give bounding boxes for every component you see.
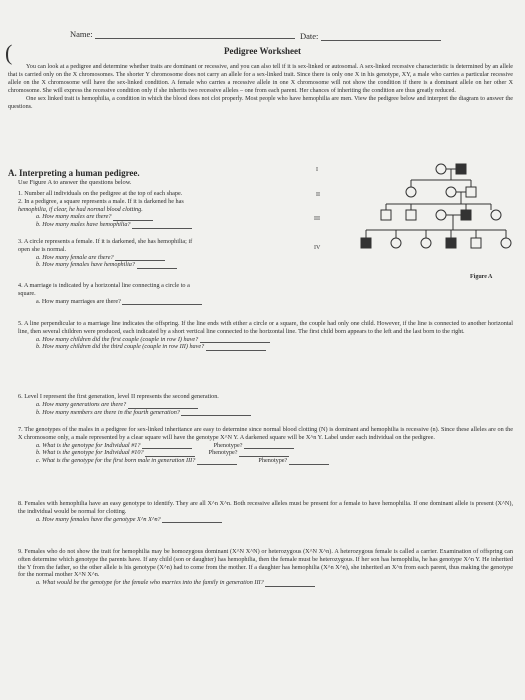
intro-paragraph-2: One sex linked trait is hemophilia, a condition in which the blood does not clot properly. Most people who have hemophilia are men. View the pedigree below and interpret the diagram to answer the questions. xyxy=(8,95,513,110)
q7a-text: a. What is the genotype for Individual #1? xyxy=(36,441,141,449)
q3b-text: b. How many females have hemophilia? xyxy=(36,261,135,269)
q9-text: 9. Females who do not show the trait for hemophilia may be homozygous dominant (X^N X^N) or heterozygous (X^N X^n). A heterozygous female is called a carrier. Examination of offspring can often determine which genotype the parents have. If any child (son or daughter) has hemophilia, then the female must be heterozygous. If her son has hemophilia, he has genotype X^n Y. He inherited the Y from the father, so the other allele is his genotype (X^n) had to come from the mother. If a daughter has hemophilia (X^n X^n), she inherited an X^n from each parent, thus making the genotype for the normal mother X^N X^n. xyxy=(18,548,513,579)
gen-4-individuals xyxy=(361,238,511,248)
q7-text: 7. The genotypes of the males in a pedigree for sex-linked inheritance are easy to determine since normal blood clotting (N) is dominant and hemophilia is recessive (n). Since these alleles are on the X chromosome only, a male represented by a clear square will have the genotype X^N Y. A darkened square will be X^n Y. Label under each individual on the pedigree. xyxy=(18,426,513,441)
gen-4-female-3 xyxy=(501,238,511,248)
question-4 xyxy=(18,282,318,305)
q2b-answer-blank[interactable] xyxy=(132,222,192,229)
q3a-answer-blank[interactable] xyxy=(115,254,165,261)
q5a-answer-blank[interactable] xyxy=(200,336,270,343)
q3b-answer-blank[interactable] xyxy=(137,262,177,269)
page-title: Pedigree Worksheet xyxy=(224,46,301,56)
gen-4-male xyxy=(471,238,481,248)
hole-punch-mark: ( xyxy=(5,40,13,65)
question-1-2 xyxy=(18,190,298,229)
q7a-phenotype-label: Phenotype? xyxy=(213,441,243,449)
q5b-answer-blank[interactable] xyxy=(206,344,266,351)
q1-line-3: hemophilia, if clear, he had normal blood clotting. xyxy=(18,205,143,213)
q7a-genotype-blank[interactable] xyxy=(142,442,192,449)
q7b-phenotype-blank[interactable] xyxy=(239,450,289,457)
generation-label-i: I xyxy=(316,167,318,173)
q5b-text: b. How many children did the third couple (couple in row III) have? xyxy=(36,343,205,351)
q7a-phenotype-blank[interactable] xyxy=(244,442,294,449)
q6-text: 6. Level I represent the first generation, level II represents the second generation. xyxy=(18,393,219,400)
name-field[interactable] xyxy=(70,29,295,39)
q7b-phenotype-label: Phenotype? xyxy=(208,449,238,457)
question-7 xyxy=(18,426,513,465)
q9a-answer-blank[interactable] xyxy=(265,580,315,587)
q6a-text: a. How many generations are there? xyxy=(36,400,127,408)
q9a-text: a. What would be the genotype for the female who marries into the family in generation III? xyxy=(36,579,264,587)
generation-label-iv: IV xyxy=(314,245,321,251)
question-6 xyxy=(18,393,513,416)
q8-text: 8. Females with hemophilia have an easy genotype to identify. They are all X^n X^n. Both recessive alleles must be present for a female to have hemophilia. If one dominant allele is present (X^N), the individual would be normal for clotting. xyxy=(18,500,513,515)
q2a-answer-blank[interactable] xyxy=(113,214,153,221)
q8a-answer-blank[interactable] xyxy=(162,516,222,523)
q5a-text: a. How many children did the first couple (couple in row I) have? xyxy=(36,335,199,343)
section-a-subheading: Use Figure A to answer the questions below. xyxy=(18,179,132,186)
q1-line-1: 1. Number all individuals on the pedigree at the top of each shape. xyxy=(18,190,183,197)
q6b-text: b. How many members are there in the fourth generation? xyxy=(36,408,180,416)
generation-label-iii: III xyxy=(314,216,320,222)
name-blank[interactable] xyxy=(95,30,295,39)
intro-paragraph-1: You can look at a pedigree and determine whether traits are dominant or recessive, and you can also tell if it is sex-linked or autosomal. A sex-linked recessive characteristic is determined by an allele that is carried only on the X chromosomes. The shorter Y chromosome does not carry an allele for a sex-linked trait. Since there is only one X in his genotype, XY, a male who carries a particular recessive allele on the X chromosome will have the sex-linked condition. A female who carries a recessive allele in one X chromosome will not show the condition if there is a dominant allele on her other X chromosome. She will express the recessive condition only if she inherits two recessive alleles – one from each parent. Her chances of inheriting the condition are thus greatly reduced. xyxy=(8,64,513,94)
gen-4-female-2 xyxy=(421,238,431,248)
q3-line-1: 3. A circle represents a female. If it is darkened, she has hemophilia; if xyxy=(18,238,193,245)
gen-3-male-2 xyxy=(406,210,416,220)
q4-line-1: 4. A marriage is indicated by a horizontal line connecting a circle to a xyxy=(18,282,190,289)
gen-4-female-1 xyxy=(391,238,401,248)
date-blank[interactable] xyxy=(321,32,441,41)
question-8 xyxy=(18,500,513,523)
section-a-heading: A. Interpreting a human pedigree. xyxy=(8,168,140,178)
q7c-genotype-blank[interactable] xyxy=(197,458,237,465)
q7c-phenotype-blank[interactable] xyxy=(289,458,329,465)
q6b-answer-blank[interactable] xyxy=(181,409,251,416)
question-3 xyxy=(18,238,318,269)
q7c-text: c. What is the genotype for the first born male in generation III? xyxy=(36,457,196,465)
q7b-genotype-blank[interactable] xyxy=(145,450,195,457)
gen-1-female xyxy=(436,164,446,174)
gen-3-male-affected xyxy=(461,210,471,220)
question-9 xyxy=(18,548,513,587)
intro-text xyxy=(8,64,513,111)
gen-1-male-affected xyxy=(456,164,466,174)
gen-3-male-1 xyxy=(381,210,391,220)
gen-2-female xyxy=(406,187,416,197)
gen-3-female-spouse xyxy=(436,210,446,220)
q3a-text: a. How many female are there? xyxy=(36,253,114,261)
gen-2-individuals xyxy=(386,187,491,210)
q2a-text: a. How many males are there? xyxy=(36,213,112,221)
gen-2-female-spouse xyxy=(446,187,456,197)
gen-4-male-affected-1 xyxy=(361,238,371,248)
date-label: Date: xyxy=(300,31,319,41)
q4-line-2: square. xyxy=(18,289,36,297)
q8a-text: a. How many females have the genotype X^n X^n? xyxy=(36,515,161,523)
q7c-phenotype-label: Phenotype? xyxy=(258,457,288,465)
gen-2-male xyxy=(466,187,476,197)
q1-line-2: 2. In a pedigree, a square represents a male. If it is darkened he has xyxy=(18,197,184,205)
gen-3-individuals xyxy=(366,210,506,238)
q3-line-2: open she is normal. xyxy=(18,245,67,253)
pedigree-chart xyxy=(306,162,518,280)
q4a-answer-blank[interactable] xyxy=(122,298,202,305)
gen-1-couple xyxy=(411,164,471,187)
gen-4-male-affected-2 xyxy=(446,238,456,248)
name-label: Name: xyxy=(70,29,93,39)
gen-3-female xyxy=(491,210,501,220)
q2b-text: b. How many males have hemophilia? xyxy=(36,221,131,229)
q5-text: 5. A line perpendicular to a marriage line indicates the offspring. If the line ends with either a circle or a square, the couple had only one child. However, if the line is connected to another horizontal line, then several children were produced, each indicated by a short vertical line connected to the horizontal line. The first child born appears to the left and the last born to the right. xyxy=(18,320,513,335)
q7b-text: b. What is the genotype for Individual #10? xyxy=(36,449,144,457)
figure-a-label: Figure A xyxy=(470,274,493,280)
q4a-text: a. How many marriages are there? xyxy=(36,297,121,305)
generation-label-ii: II xyxy=(316,192,320,198)
question-5 xyxy=(18,320,513,351)
date-field[interactable] xyxy=(300,31,441,41)
q6a-answer-blank[interactable] xyxy=(128,402,198,409)
